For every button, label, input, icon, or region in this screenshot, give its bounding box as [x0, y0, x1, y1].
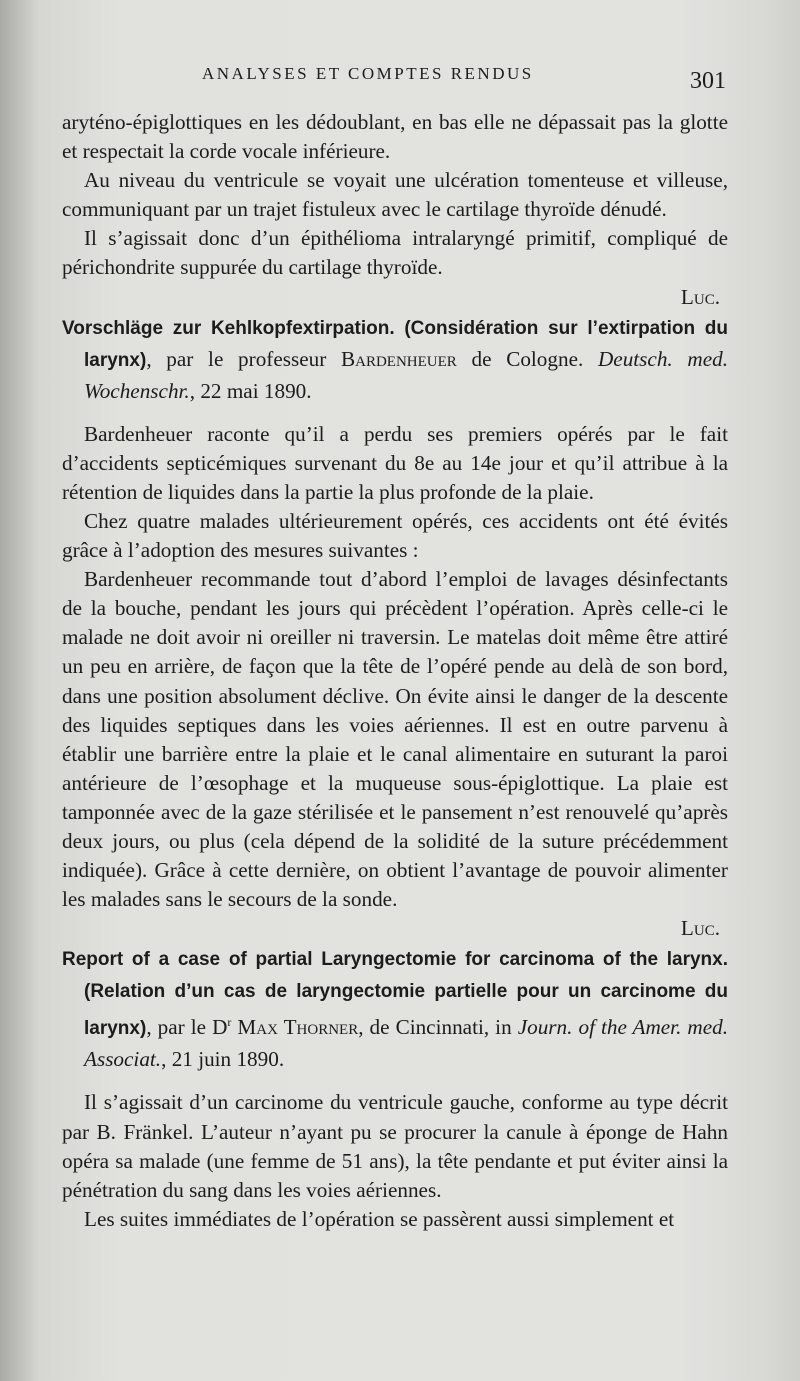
paragraph-6: Bardenheuer recommande tout d’abord l’emploi de lavages désinfectants de la bouche, pendant les jours qui précèdent l’opération. Après celle-ci le malade ne doit avoir ni oreiller ni traversin. Le matelas doit même être attiré un peu en arrière, de façon que la tête de l’opéré pende au delà de son bord, dans une position absolument déclive. On évite ainsi le danger de la descente des liquides septiques dans les voies aériennes. Il est en outre parvenu à établir une barrière entre la plaie et le canal alimentaire en suturant la paroi antérieure de l’œsophage et la muqueuse sous-épiglottique. La plaie est tamponnée avec de la gaze stérilisée et le pansement n’est renouvelé qu’après deux jours, ou plus (cela dépend de la solidité de la suture précédemment indiquée). Grâce à cette dernière, on obtient l’avantage de pouvoir alimenter les malades sans le secours de la sonde.: [62, 567, 728, 912]
paragraph-1: aryténo-épiglottiques en les dédoublant, en bas elle ne dépassait pas la glotte et respectait la corde vocale inférieure.: [62, 110, 728, 164]
signature-2: Luc.: [680, 916, 720, 941]
review-entry-1: [62, 312, 728, 406]
paragraph-4: Bardenheuer raconte qu’il a perdu ses premiers opérés par le fait d’accidents septicémiques survenant du 8e au 14e jour et qu’il attribue à la rétention de liquides dans la partie la plus profonde de la plaie.: [62, 421, 728, 504]
entry-1-mid: de Cologne.: [456, 346, 598, 371]
entry-2-journal: Journ. of the Amer. med. Associat.: [84, 1015, 729, 1072]
entry-1-date: , 22 mai 1890.: [189, 378, 312, 403]
entry-2-pre: , par le D: [146, 1015, 228, 1040]
paragraph-7: Il s’agissait d’un carcinome du ventricule gauche, conforme au type décrit par B. Fränkel. L’auteur n’ayant pu se procurer la canule à éponge de Hahn opéra sa malade (une femme de 51 ans), la tête pendante et put éviter ainsi la pénétration du sang dans les voies aériennes.: [62, 1090, 728, 1202]
spacer: [62, 1074, 728, 1088]
entry-1-author: Bardenheuer: [341, 346, 457, 371]
entry-1-title: Vorschläge zur Kehlkopfextirpation. (Considération sur l’extirpation du larynx): [62, 317, 728, 371]
paragraph-8: Les suites immédiates de l’opération se passèrent aussi simplement et: [84, 1206, 675, 1231]
signature-1: Luc.: [680, 284, 720, 309]
entry-2-mid: , de Cincinnati, in: [358, 1015, 518, 1040]
paragraph-5: Chez quatre malades ultérieurement opérés, ces accidents ont été évités grâce à l’adoption des mesures suivantes :: [62, 508, 728, 563]
review-entry-2: [62, 943, 728, 1074]
entry-2-date: , 21 juin 1890.: [161, 1047, 285, 1072]
entry-1-pre: , par le professeur: [146, 346, 341, 371]
spacer: [62, 406, 728, 420]
running-head: ANALYSES ET COMPTES RENDUS: [202, 64, 534, 83]
paragraph-3: Il s’agissait donc d’un épithélioma intralaryngé primitif, compliqué de périchondrite suppurée du cartilage thyroïde.: [62, 226, 728, 280]
body-text: [62, 108, 728, 1234]
paragraph-2: Au niveau du ventricule se voyait une ulcération tomenteuse et villeuse, communiquant par un trajet fistuleux avec le cartilage thyroïde dénudé.: [62, 168, 728, 222]
entry-2-author: Max Thorner: [237, 1015, 359, 1040]
entry-1-journal: Deutsch. med. Wochenschr.: [84, 346, 729, 403]
page-header: [62, 58, 726, 98]
page-number: 301: [690, 68, 726, 94]
entry-2-dr-sup: r: [227, 1015, 232, 1030]
entry-2-title: Report of a case of partial Laryngectomie for carcinoma of the larynx. (Relation d’un cas de laryngectomie partielle pour un carcinome du larynx): [62, 949, 728, 1040]
